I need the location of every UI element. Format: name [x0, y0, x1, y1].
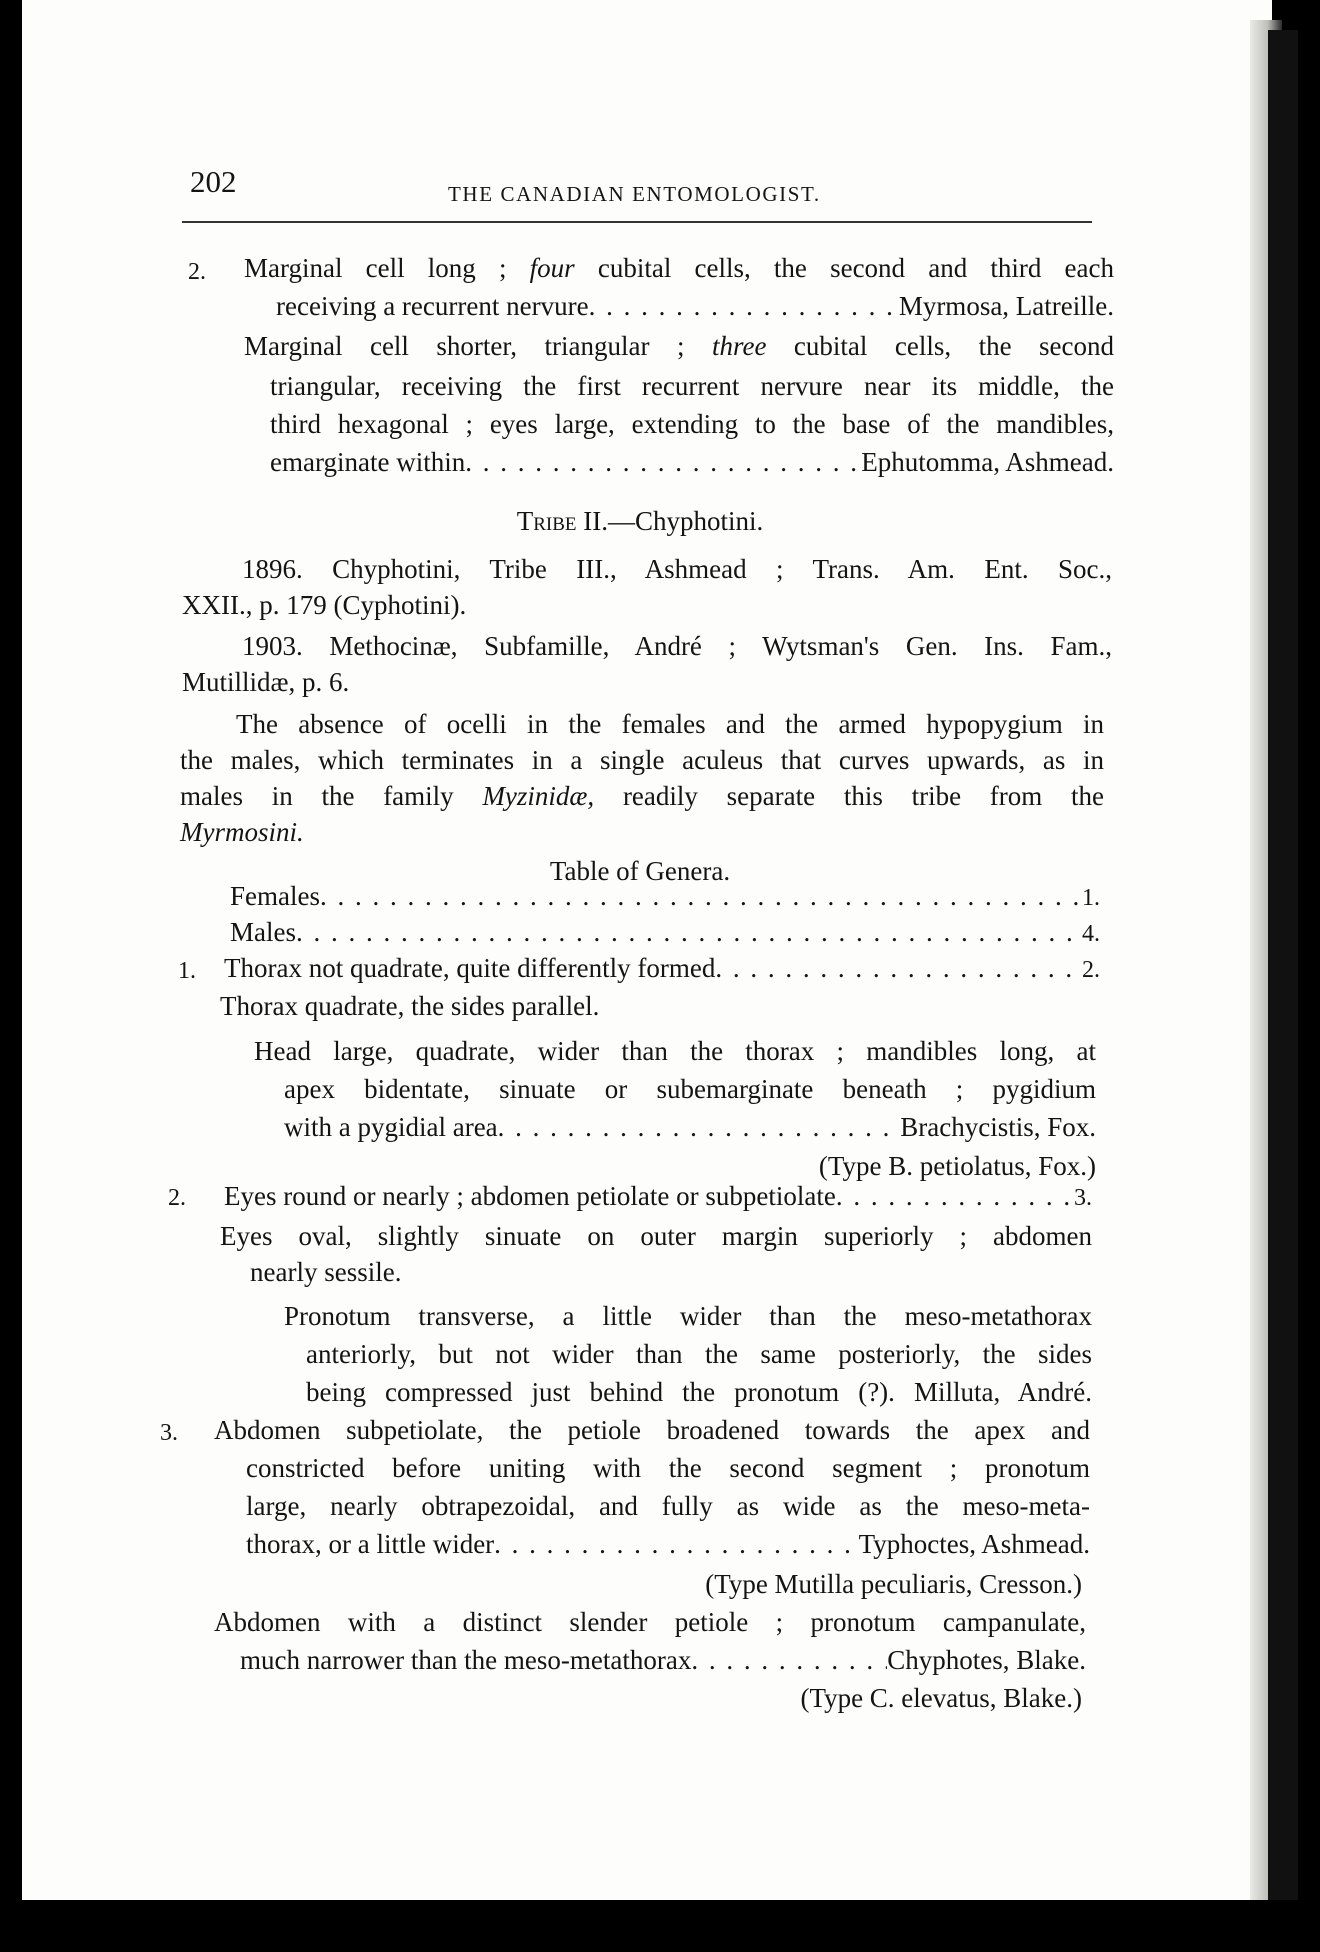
key-line: Pronotum transverse, a little wider than the meso-metathorax: [284, 1301, 1092, 1331]
key-line: large, nearly obtrapezoidal, and fully as wide as the meso-meta-: [246, 1491, 1090, 1521]
key-line: Abdomen subpetiolate, the petiole broadened towards the apex and: [214, 1415, 1090, 1445]
key-line: Head large, quadrate, wider than the thorax ; mandibles long, at: [254, 1036, 1096, 1066]
paragraph-line: males in the family Myzinidæ, readily separate this tribe from the: [180, 781, 1105, 811]
genus-name: Chyphotes, Blake.: [887, 1645, 1086, 1675]
key-line: being compressed just behind the pronotum (?). Milluta, André.: [306, 1377, 1092, 1407]
key-line: Eyes oval, slightly sinuate on outer margin superiorly ; abdomen: [220, 1221, 1092, 1251]
key-line-females: Females . . . 1.: [230, 880, 1100, 914]
couplet-number: 2.: [188, 259, 206, 285]
key-line: Thorax quadrate, the sides parallel.: [220, 991, 600, 1021]
key-line: thorax, or a little wider . . . Typhoctes, Ashmead.: [246, 1528, 1090, 1560]
page-number: 202: [190, 164, 237, 199]
key-line: anteriorly, but not wider than the same posteriorly, the sides: [306, 1339, 1092, 1369]
paragraph-line: The absence of ocelli in the females and the armed hypopygium in: [236, 709, 1104, 739]
key-line: with a pygidial area . . . Brachycistis, Fox.: [284, 1111, 1096, 1143]
key-line: constricted before uniting with the second segment ; pronotum: [246, 1453, 1090, 1483]
header-rule: [182, 221, 1092, 223]
key-line: Abdomen with a distinct slender petiole ; pronotum campanulate,: [214, 1607, 1086, 1637]
paragraph-line: the males, which terminates in a single aculeus that curves upwards, as in: [180, 745, 1104, 775]
reference-line: XXII., p. 179 (Cyphotini).: [182, 590, 467, 620]
genus-name: Ephutomma, Ashmead.: [861, 447, 1114, 477]
genus-name: Typhoctes, Ashmead.: [858, 1529, 1090, 1559]
genus-name: Myrmosa, Latreille.: [898, 291, 1114, 321]
type-species: (Type C. elevatus, Blake.): [800, 1683, 1082, 1713]
key-line-males: Males . . . 4.: [230, 916, 1100, 950]
book-spine: [1268, 30, 1298, 1900]
running-title: THE CANADIAN ENTOMOLOGIST.: [448, 182, 821, 206]
key-line: Marginal cell shorter, triangular ; three cubital cells, the second: [244, 331, 1115, 361]
key-line: nearly sessile.: [250, 1257, 402, 1287]
tribe-heading: Tribe II.—Chyphotini.: [516, 506, 764, 536]
genus-name: Brachycistis, Fox.: [900, 1112, 1096, 1142]
type-species: (Type Mutilla peculiaris, Cresson.): [705, 1569, 1082, 1599]
key-line: triangular, receiving the first recurrent nervure near its middle, the: [270, 371, 1114, 401]
key-line: Marginal cell long ; four cubital cells, the second and third each: [244, 253, 1115, 283]
couplet-number: 3.: [160, 1420, 178, 1446]
type-species: (Type B. petiolatus, Fox.): [818, 1151, 1096, 1181]
key-line: Eyes round or nearly ; abdomen petiolate or subpetiolate . . . 3.: [224, 1180, 1092, 1214]
couplet-number: 2.: [168, 1185, 186, 1211]
key-line: Thorax not quadrate, quite differently formed . . . 2.: [224, 952, 1100, 986]
key-line: third hexagonal ; eyes large, extending to the base of the mandibles,: [270, 409, 1114, 439]
couplet-number: 1.: [178, 958, 196, 984]
reference-line: 1896. Chyphotini, Tribe III., Ashmead ; Trans. Am. Ent. Soc.,: [242, 554, 1112, 584]
key-line: apex bidentate, sinuate or subemarginate beneath ; pygidium: [284, 1074, 1096, 1104]
key-line: receiving a recurrent nervure . . . Myrmosa, Latreille.: [276, 290, 1114, 322]
reference-line: Mutillidæ, p. 6.: [182, 667, 350, 697]
table-heading: Table of Genera.: [549, 856, 731, 886]
key-line: emarginate within . . . Ephutomma, Ashmead.: [270, 446, 1114, 478]
paragraph-line: Myrmosini.: [180, 817, 304, 847]
reference-line: 1903. Methocinæ, Subfamille, André ; Wytsman's Gen. Ins. Fam.,: [242, 631, 1112, 661]
key-line: much narrower than the meso-metathorax . . . Chyphotes, Blake.: [240, 1644, 1086, 1676]
